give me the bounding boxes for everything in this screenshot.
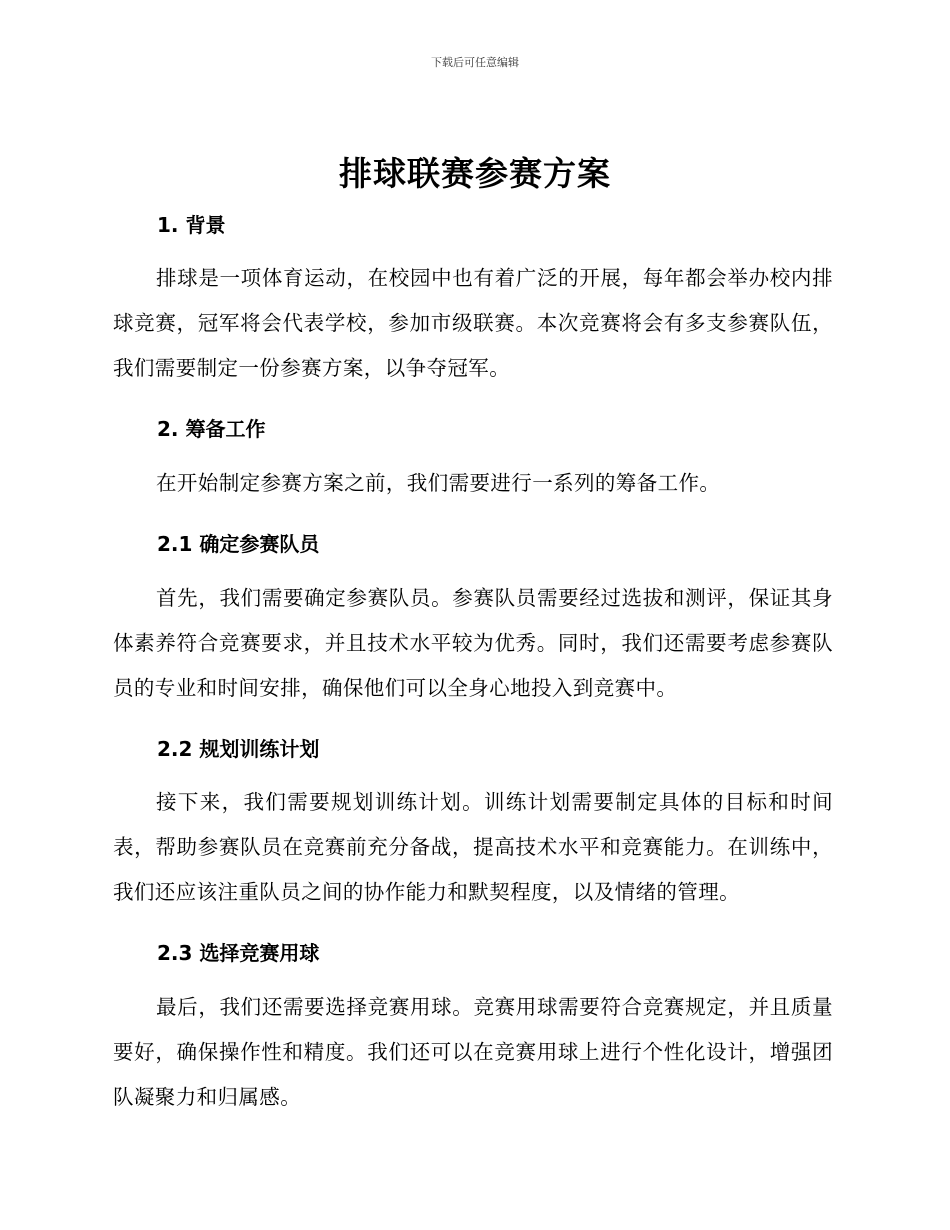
section-heading-training-plan: 2.2 规划训练计划 xyxy=(157,737,320,761)
section-paragraph-preparation: 在开始制定参赛方案之前，我们需要进行一系列的筹备工作。 xyxy=(156,471,721,495)
section-paragraph-choose-ball: 最后，我们还需要选择竞赛用球。竞赛用球需要符合竞赛规定，并且质量要好，确保操作性和精度。我们还可以在竞赛用球上进行个性化设计，增强团队凝聚力和归属感。 xyxy=(113,995,833,1109)
section-heading-background: 1. 背景 xyxy=(157,213,226,237)
section-paragraph-training-plan: 接下来，我们需要规划训练计划。训练计划需要制定具体的目标和时间表，帮助参赛队员在竞赛前充分备战，提高技术水平和竞赛能力。在训练中，我们还应该注重队员之间的协作能力和默契程度，以及情绪的管理。 xyxy=(113,790,833,904)
section-heading-choose-ball: 2.3 选择竞赛用球 xyxy=(157,941,320,965)
header-note: 下载后可任意编辑 xyxy=(431,56,519,69)
section-paragraph-select-players: 首先，我们需要确定参赛队员。参赛队员需要经过选拔和测评，保证其身体素养符合竞赛要求，并且技术水平较为优秀。同时，我们还需要考虑参赛队员的专业和时间安排，确保他们可以全身心地投入到竞赛中。 xyxy=(113,586,833,700)
section-heading-preparation: 2. 筹备工作 xyxy=(157,417,266,441)
section-paragraph-background: 排球是一项体育运动，在校园中也有着广泛的开展，每年都会举办校内排球竞赛，冠军将会代表学校，参加市级联赛。本次竞赛将会有多支参赛队伍，我们需要制定一份参赛方案，以争夺冠军。 xyxy=(113,266,833,380)
section-heading-select-players: 2.1 确定参赛队员 xyxy=(157,532,320,556)
document-title: 排球联赛参赛方案 xyxy=(339,154,611,193)
